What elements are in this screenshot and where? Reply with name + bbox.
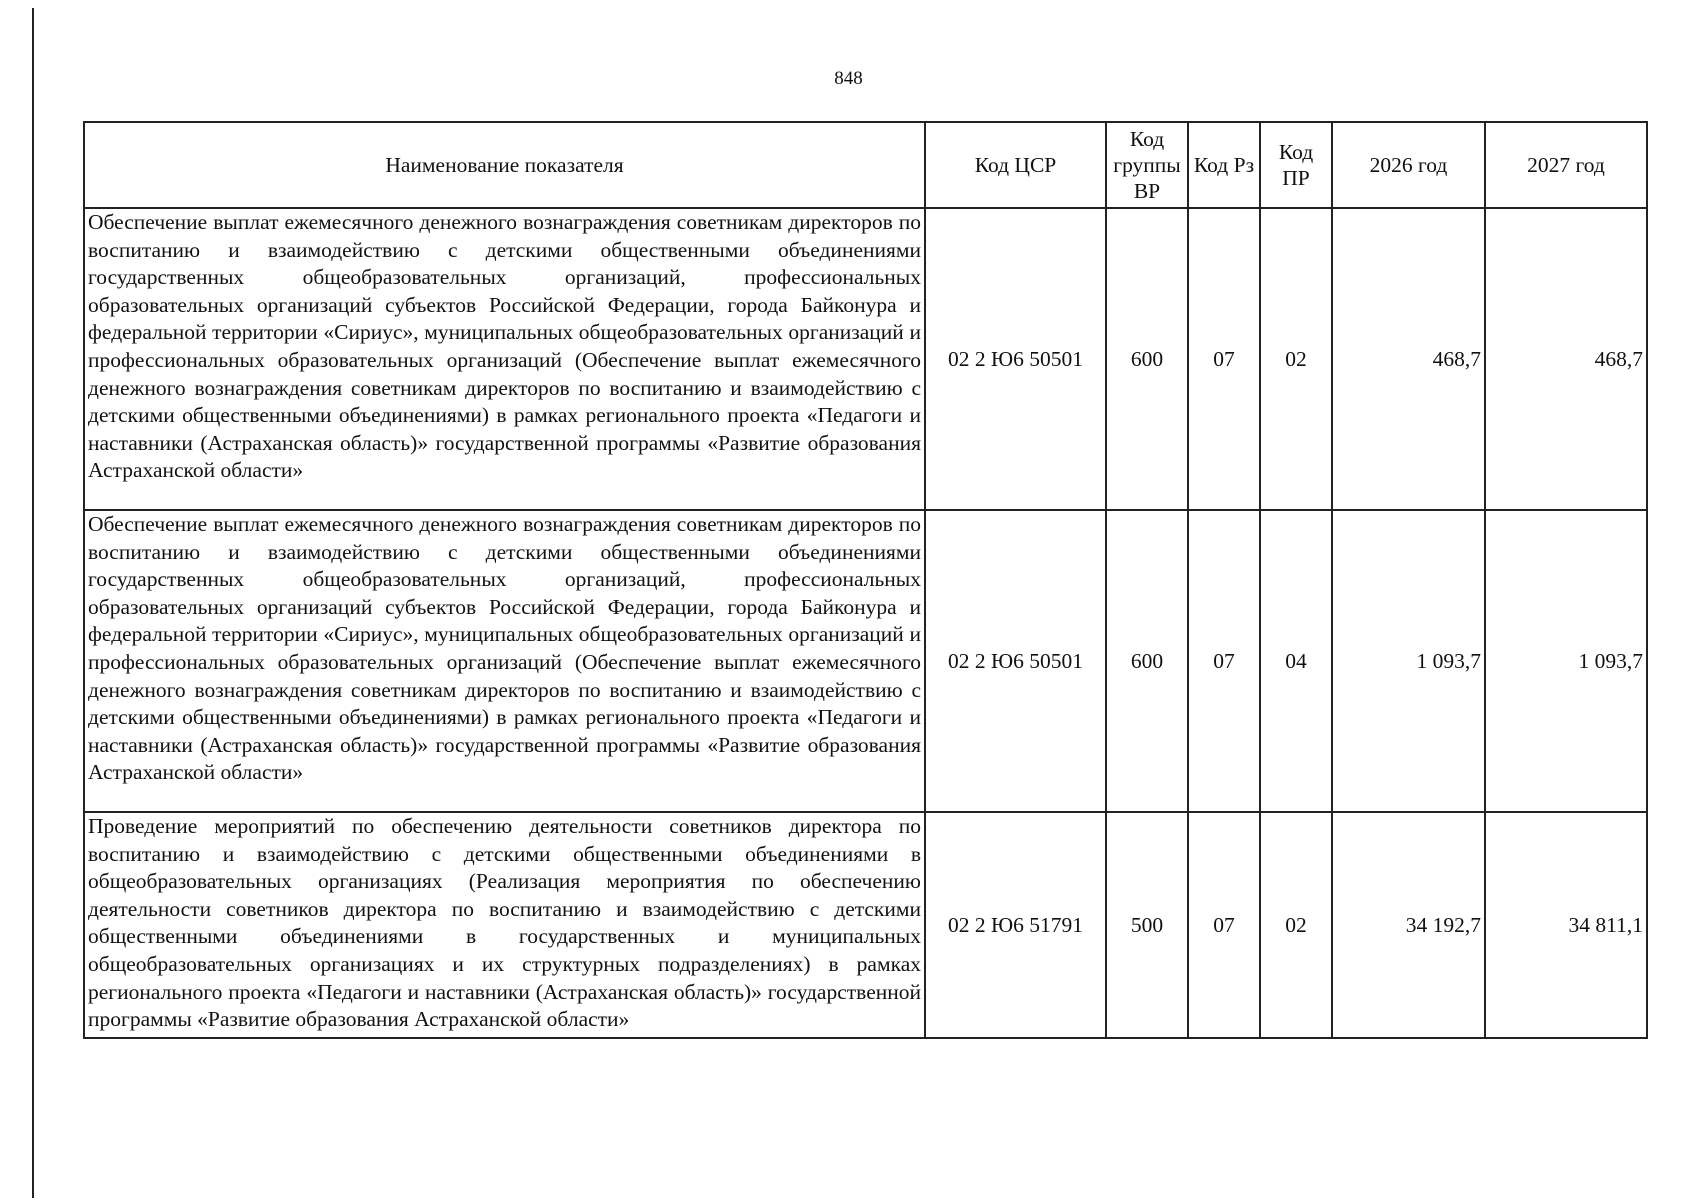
page-number: 848 (834, 68, 863, 89)
csr-code-cell: 02 2 Ю6 51791 (925, 812, 1106, 1038)
csr-code-cell: 02 2 Ю6 50501 (925, 510, 1106, 812)
header-year-2027: 2027 год (1485, 122, 1647, 208)
pr-code-cell: 04 (1260, 510, 1332, 812)
rz-code-cell: 07 (1188, 812, 1260, 1038)
amount-2027-cell: 34 811,1 (1485, 812, 1647, 1038)
budget-table (83, 121, 1648, 1039)
table-row (84, 208, 1647, 510)
header-csr-code: Код ЦСР (925, 122, 1106, 208)
header-pr-code: Код ПР (1260, 122, 1332, 208)
vr-code-cell: 600 (1106, 510, 1188, 812)
indicator-name-cell: Обеспечение выплат ежемесячного денежного вознаграждения советникам директоров по воспитанию и взаимодействию с детскими общественными объединениями государственных общеобразовательных организаций, профессиональных образовательных организаций субъектов Российской Федерации, города Байконура и федеральной территории «Сириус», муниципальных общеобразовательных организаций и профессиональных образовательных организаций (Обеспечение выплат ежемесячного денежного вознаграждения советникам директоров по воспитанию и взаимодействию с детскими общественными объединениями) в рамках регионального проекта «Педагоги и наставники (Астраханская область)» государственной программы «Развитие образования Астраханской области» (84, 510, 925, 812)
table-header-row (84, 122, 1647, 208)
indicator-name-cell: Обеспечение выплат ежемесячного денежного вознаграждения советникам директоров по воспитанию и взаимодействию с детскими общественными объединениями государственных общеобразовательных организаций, профессиональных образовательных организаций субъектов Российской Федерации, города Байконура и федеральной территории «Сириус», муниципальных общеобразовательных организаций и профессиональных образовательных организаций (Обеспечение выплат ежемесячного денежного вознаграждения советникам директоров по воспитанию и взаимодействию с детскими общественными объединениями) в рамках регионального проекта «Педагоги и наставники (Астраханская область)» государственной программы «Развитие образования Астраханской области» (84, 208, 925, 510)
header-year-2026: 2026 год (1332, 122, 1485, 208)
csr-code-cell: 02 2 Ю6 50501 (925, 208, 1106, 510)
table-row (84, 812, 1647, 1038)
pr-code-cell: 02 (1260, 812, 1332, 1038)
binding-margin-line (32, 8, 34, 1198)
amount-2027-cell: 1 093,7 (1485, 510, 1647, 812)
rz-code-cell: 07 (1188, 510, 1260, 812)
vr-code-cell: 500 (1106, 812, 1188, 1038)
amount-2026-cell: 34 192,7 (1332, 812, 1485, 1038)
amount-2026-cell: 1 093,7 (1332, 510, 1485, 812)
amount-2026-cell: 468,7 (1332, 208, 1485, 510)
vr-code-cell: 600 (1106, 208, 1188, 510)
header-vr-group-code: Код группы ВР (1106, 122, 1188, 208)
header-rz-code: Код Рз (1188, 122, 1260, 208)
rz-code-cell: 07 (1188, 208, 1260, 510)
pr-code-cell: 02 (1260, 208, 1332, 510)
header-indicator-name: Наименование показателя (84, 122, 925, 208)
amount-2027-cell: 468,7 (1485, 208, 1647, 510)
table-row (84, 510, 1647, 812)
indicator-name-cell: Проведение мероприятий по обеспечению деятельности советников директора по воспитанию и взаимодействию с детскими общественными объединениями в общеобразовательных организациях (Реализация мероприятия по обеспечению деятельности советников директора по воспитанию и взаимодействию с детскими общественными объединениями в государственных и муниципальных общеобразовательных организациях и их структурных подразделениях) в рамках регионального проекта «Педагоги и наставники (Астраханская область)» государственной программы «Развитие образования Астраханской области» (84, 812, 925, 1038)
